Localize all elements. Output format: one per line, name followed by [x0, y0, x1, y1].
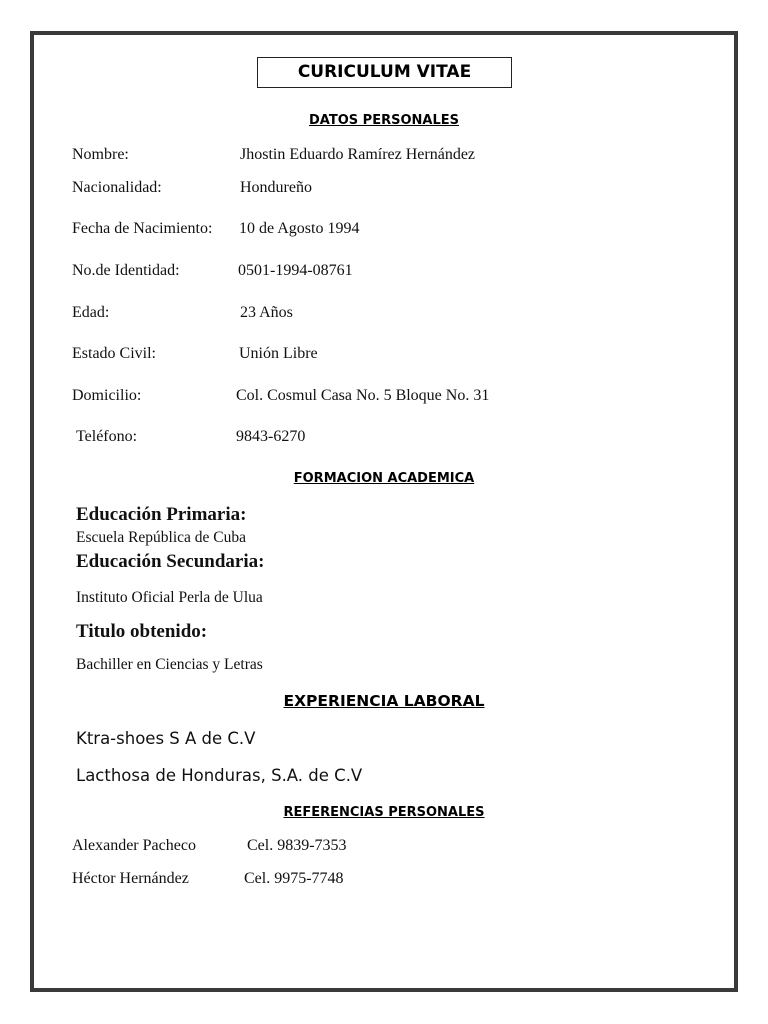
personal-label-age: Edad: — [72, 304, 110, 321]
personal-label-nationality: Nacionalidad: — [72, 179, 162, 196]
personal-value-address: Col. Cosmul Casa No. 5 Bloque No. 31 — [236, 387, 490, 404]
education-secondary-heading: Educación Secundaria: — [76, 551, 265, 572]
education-primary-school: Escuela República de Cuba — [76, 529, 247, 546]
personal-value-id: 0501-1994-08761 — [238, 262, 353, 279]
personal-label-name: Nombre: — [72, 146, 129, 163]
personal-value-phone: 9843-6270 — [236, 428, 306, 445]
section-heading-experience: EXPERIENCIA LABORAL — [283, 692, 485, 710]
personal-value-name: Jhostin Eduardo Ramírez Hernández — [240, 146, 476, 163]
personal-value-birthdate: 10 de Agosto 1994 — [239, 220, 360, 237]
personal-label-birthdate: Fecha de Nacimiento: — [72, 220, 213, 237]
personal-value-age: 23 Años — [240, 304, 293, 321]
education-secondary-school: Instituto Oficial Perla de Ulua — [76, 589, 263, 606]
experience-item: Lacthosa de Honduras, S.A. de C.V — [76, 766, 363, 785]
personal-label-civil-status: Estado Civil: — [72, 345, 156, 362]
reference-name: Alexander Pacheco — [72, 837, 196, 854]
document-title: CURICULUM VITAE — [257, 57, 512, 88]
personal-value-nationality: Hondureño — [240, 179, 312, 196]
personal-label-id: No.de Identidad: — [72, 262, 180, 279]
experience-item: Ktra-shoes S A de C.V — [76, 729, 256, 748]
personal-value-civil-status: Unión Libre — [239, 345, 318, 362]
education-degree-heading: Titulo obtenido: — [76, 621, 208, 642]
section-heading-references: REFERENCIAS PERSONALES — [283, 805, 485, 820]
reference-phone: Cel. 9839-7353 — [247, 837, 347, 854]
section-heading-education: FORMACION ACADEMICA — [293, 471, 475, 486]
section-heading-personal: DATOS PERSONALES — [309, 113, 459, 128]
education-primary-heading: Educación Primaria: — [76, 504, 247, 525]
education-degree: Bachiller en Ciencias y Letras — [76, 656, 263, 673]
personal-label-phone: Teléfono: — [76, 428, 138, 445]
personal-label-address: Domicilio: — [72, 387, 142, 404]
reference-phone: Cel. 9975-7748 — [244, 870, 344, 887]
reference-name: Héctor Hernández — [72, 870, 189, 887]
